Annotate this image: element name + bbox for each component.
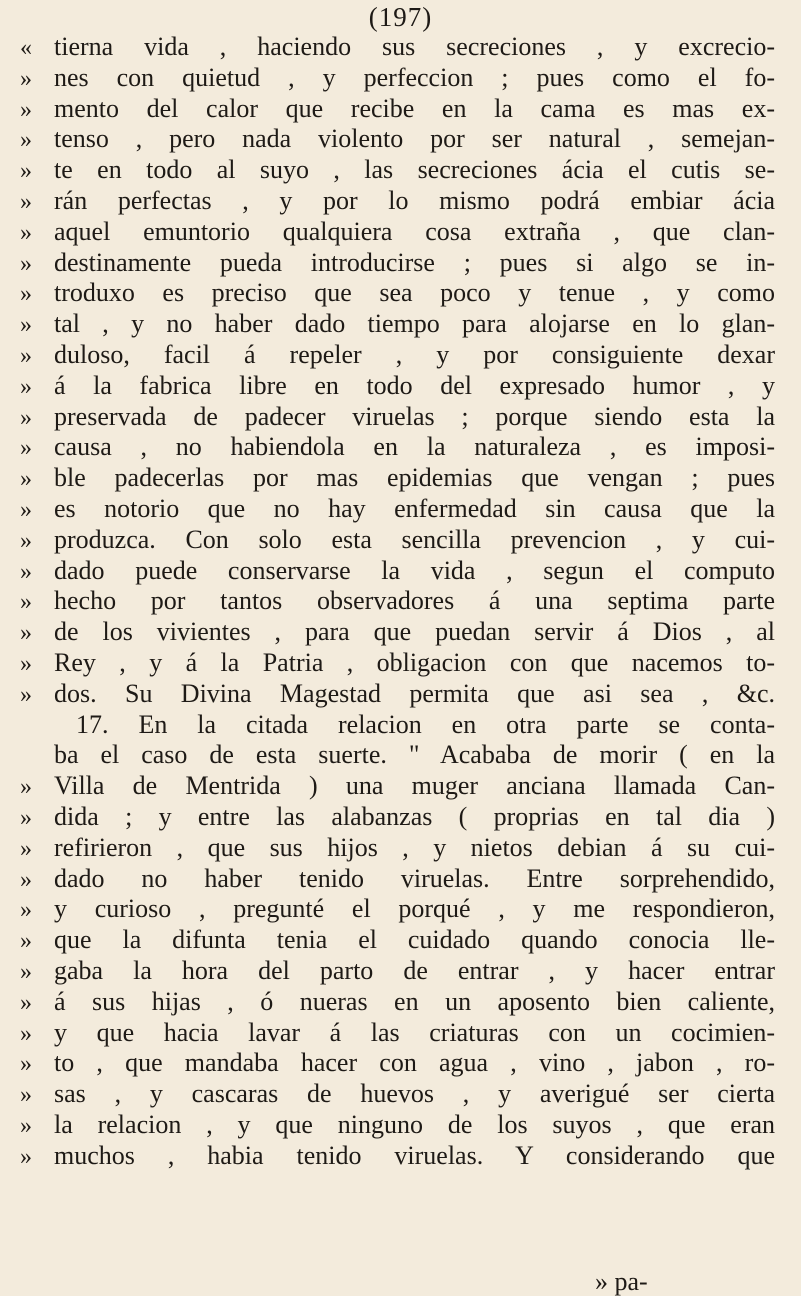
text-line xyxy=(20,925,775,956)
quote-mark: » xyxy=(20,774,32,801)
quote-mark: » xyxy=(20,527,32,554)
text-line xyxy=(20,494,775,525)
text-line xyxy=(20,802,775,833)
quote-mark: » xyxy=(20,989,32,1016)
quote-mark: » xyxy=(20,650,32,677)
quote-mark: » xyxy=(20,127,32,154)
line-text: de los vivientes , para que puedan servir á Dios , al xyxy=(54,617,775,647)
line-text: dado no haber tenido viruelas. Entre sorprehendido, xyxy=(54,863,775,893)
quote-mark: » xyxy=(20,1112,32,1139)
text-line xyxy=(20,864,775,895)
quote-mark: » xyxy=(20,281,32,308)
text-line xyxy=(20,278,775,309)
quote-mark: » xyxy=(20,1020,32,1047)
quote-mark: » xyxy=(20,404,32,431)
quote-mark: » xyxy=(20,158,32,185)
text-line xyxy=(20,463,775,494)
text-line xyxy=(20,894,775,925)
text-line xyxy=(20,94,775,125)
text-line xyxy=(20,987,775,1018)
text-line xyxy=(20,710,775,741)
line-text: te en todo al suyo , las secreciones ácia el cutis se- xyxy=(54,155,775,185)
body-text xyxy=(20,32,775,1171)
text-line xyxy=(20,525,775,556)
quote-mark: » xyxy=(20,342,32,369)
text-line xyxy=(20,586,775,617)
text-line xyxy=(20,648,775,679)
line-text: duloso, facil á repeler , y por consiguiente dexar xyxy=(54,339,775,369)
line-text: la relacion , y que ninguno de los suyos , que eran xyxy=(54,1109,775,1139)
text-line xyxy=(20,371,775,402)
line-text: troduxo es preciso que sea poco y tenue , y como xyxy=(54,278,775,308)
text-line xyxy=(20,617,775,648)
quote-mark: » xyxy=(20,188,32,215)
text-line xyxy=(20,1018,775,1049)
line-text: dos. Su Divina Magestad permita que asi sea , &c. xyxy=(54,678,775,708)
line-text: ble padecerlas por mas epidemias que vengan ; pues xyxy=(54,463,775,493)
quote-mark: » xyxy=(20,1143,32,1170)
text-line xyxy=(20,740,775,771)
text-line xyxy=(20,771,775,802)
text-line xyxy=(20,833,775,864)
text-line xyxy=(20,956,775,987)
quote-mark: » xyxy=(20,219,32,246)
quote-mark: » xyxy=(20,496,32,523)
quote-mark: » xyxy=(20,558,32,585)
line-text: aquel emuntorio qualquiera cosa extraña , que clan- xyxy=(54,216,775,246)
quote-mark: » xyxy=(20,589,32,616)
line-text: gaba la hora del parto de entrar , y hacer entrar xyxy=(54,955,775,985)
text-line xyxy=(20,217,775,248)
line-text: Villa de Mentrida ) una muger anciana llamada Can- xyxy=(54,771,775,801)
line-text: mento del calor que recibe en la cama es mas ex- xyxy=(54,93,775,123)
quote-mark: » xyxy=(20,958,32,985)
line-text: muchos , habia tenido viruelas. Y considerando que xyxy=(54,1140,775,1170)
text-line xyxy=(20,1048,775,1079)
text-line xyxy=(20,1110,775,1141)
line-text: dida ; y entre las alabanzas ( proprias en tal dia ) xyxy=(54,801,775,831)
quote-mark: » xyxy=(20,96,32,123)
line-text: dado puede conservarse la vida , segun el computo xyxy=(54,555,775,585)
quote-mark: » xyxy=(20,373,32,400)
line-text: tenso , pero nada violento por ser natural , semejan- xyxy=(54,124,775,154)
line-text: produzca. Con solo esta sencilla prevencion , y cui- xyxy=(54,524,775,554)
quote-mark: » xyxy=(20,65,32,92)
line-text: rán perfectas , y por lo mismo podrá embiar ácia xyxy=(54,185,775,215)
line-text: tierna vida , haciendo sus secreciones , y excrecio- xyxy=(54,32,775,61)
text-line xyxy=(20,186,775,217)
quote-mark: » xyxy=(20,804,32,831)
line-text: Rey , y á la Patria , obligacion con que nacemos to- xyxy=(54,647,775,677)
quote-mark: » xyxy=(20,835,32,862)
text-line xyxy=(20,155,775,186)
text-line xyxy=(20,63,775,94)
quote-mark: » xyxy=(20,435,32,462)
quote-mark: » xyxy=(20,312,32,339)
line-text: sas , y cascaras de huevos , y averigué ser cierta xyxy=(54,1079,775,1109)
text-line xyxy=(20,248,775,279)
line-text: hecho por tantos observadores á una septima parte xyxy=(54,586,775,616)
text-line xyxy=(20,432,775,463)
text-line xyxy=(20,124,775,155)
line-text: ba el caso de esta suerte. " Acababa de morir ( en la xyxy=(54,740,775,770)
line-text: nes con quietud , y perfeccion ; pues como el fo- xyxy=(54,62,775,92)
quote-mark: » xyxy=(20,866,32,893)
quote-mark: » xyxy=(20,1051,32,1078)
text-line xyxy=(20,679,775,710)
text-line xyxy=(20,1141,775,1172)
quote-mark: » xyxy=(20,620,32,647)
quote-mark: » xyxy=(20,681,32,708)
line-text: to , que mandaba hacer con agua , vino , jabon , ro- xyxy=(54,1048,775,1078)
text-line xyxy=(20,1079,775,1110)
text-line xyxy=(20,402,775,433)
text-line xyxy=(20,340,775,371)
catchword: » pa- xyxy=(595,1267,648,1296)
line-text: y que hacia lavar á las criaturas con un cocimien- xyxy=(54,1017,775,1047)
line-text: á sus hijas , ó nueras en un aposento bien caliente, xyxy=(54,986,775,1016)
line-text: destinamente pueda introducirse ; pues si algo se in- xyxy=(54,247,775,277)
text-line xyxy=(20,32,775,63)
text-line xyxy=(20,556,775,587)
line-text: tal , y no haber dado tiempo para alojarse en lo glan- xyxy=(54,309,775,339)
quote-mark: » xyxy=(20,466,32,493)
line-text: preservada de padecer viruelas ; porque siendo esta la xyxy=(54,401,775,431)
quote-mark: » xyxy=(20,1082,32,1109)
line-text: y curioso , pregunté el porqué , y me respondieron, xyxy=(54,894,775,924)
quote-mark: » xyxy=(20,928,32,955)
line-text: á la fabrica libre en todo del expresado humor , y xyxy=(54,370,775,400)
line-text: que la difunta tenia el cuidado quando conocia lle- xyxy=(54,925,775,955)
page-number: (197) xyxy=(368,2,433,32)
line-text: causa , no habiendola en la naturaleza , es imposi- xyxy=(54,432,775,462)
quote-mark: » xyxy=(20,250,32,277)
quote-mark: « xyxy=(20,35,32,61)
line-text: refirieron , que sus hijos , y nietos debian á su cui- xyxy=(54,832,775,862)
text-line xyxy=(20,309,775,340)
line-text: es notorio que no hay enfermedad sin causa que la xyxy=(54,493,775,523)
line-text: 17. En la citada relacion en otra parte se conta- xyxy=(76,709,775,739)
quote-mark: » xyxy=(20,897,32,924)
